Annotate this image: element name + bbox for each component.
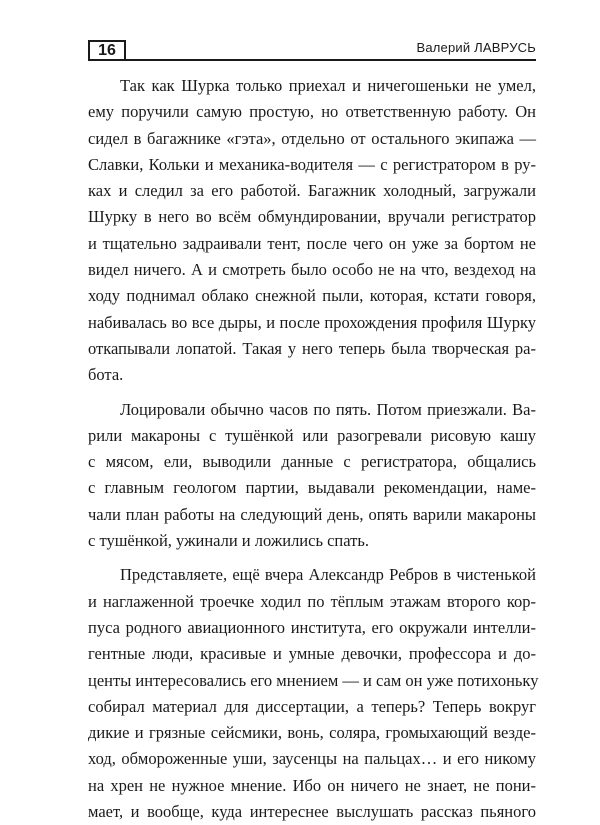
text-line: и тщательно задраивали тент, после чего он уже за бортом не	[88, 233, 536, 253]
text-line: сидел в багажнике «гэта», отдельно от остального экипажа —	[88, 128, 536, 148]
page-number: 16	[88, 40, 126, 61]
text-line: чали план работы на следующий день, опять варили макароны	[88, 504, 536, 524]
text-line: Шурку в него во всём обмундировании, вручали регистратор	[88, 207, 536, 227]
text-line: Так как Шурка только приехал и ничегошеньки не умел,	[120, 76, 536, 95]
running-head-author: Валерий ЛАВРУСЬ	[416, 40, 536, 55]
text-line: бота.	[88, 365, 124, 385]
text-line: с главным геологом партии, выдавали рекомендации, наме-	[88, 478, 536, 498]
paragraph	[88, 73, 536, 389]
text-line: ему поручили самую простую, но ответственную работу. Он	[88, 102, 536, 122]
text-line: Представляете, ещё вчера Александр Ребров в чистенькой	[120, 565, 536, 585]
text-line: откапывали лопатой. Такая у него теперь была творческая ра-	[88, 338, 536, 358]
body-text	[88, 73, 539, 825]
text-line: Славки, Кольки и механика-водителя — с регистратором в ру-	[88, 154, 536, 174]
text-line: собирал материал для диссертации, а теперь? Теперь вокруг	[88, 696, 536, 716]
text-line: набивалась во все дыры, и после прохождения профиля Шурку	[88, 312, 536, 332]
page-header	[88, 40, 536, 62]
text-line: ход, обмороженные уши, заусенцы на пальцах… и его никому	[88, 749, 536, 769]
paragraph	[88, 562, 539, 825]
text-line: Лоцировали обычно часов по пять. Потом приезжали. Ва-	[120, 399, 536, 419]
text-line: с мясом, ели, выводили данные с регистратора, общались	[88, 452, 536, 472]
text-line: на хрен не нужное мнение. Ибо он ничего не знает, не пони-	[88, 775, 536, 795]
text-line: с тушёнкой, ужинали и ложились спать.	[88, 531, 370, 551]
text-line: видел ничего. А и смотреть было особо не на что, вездеход на	[88, 260, 536, 280]
header-rule	[124, 59, 536, 61]
text-line: ках и следил за его работой. Багажник холодный, загружали	[88, 181, 536, 201]
text-line: рили макароны с тушёнкой или разогревали рисовую кашу	[88, 425, 536, 445]
text-line: ходу поднимал облако снежной пыли, которая, кстати говоря,	[88, 286, 536, 306]
text-line: и наглаженной троечке ходил по тёплым этажам второго кор-	[88, 591, 536, 611]
text-line: гентные люди, красивые и умные девочки, профессора и до-	[88, 644, 536, 664]
text-line: мает, и вообще, куда интереснее выслушать рассказ пьяного	[88, 802, 536, 822]
text-line: центы интересовались его мнением — и сам он уже потихоньку	[88, 670, 539, 690]
paragraph	[88, 397, 536, 555]
text-line: дикие и грязные сейсмики, вонь, соляра, громыхающий везде-	[88, 723, 536, 743]
text-line: пуса родного авиационного института, его окружали интелли-	[88, 617, 536, 637]
